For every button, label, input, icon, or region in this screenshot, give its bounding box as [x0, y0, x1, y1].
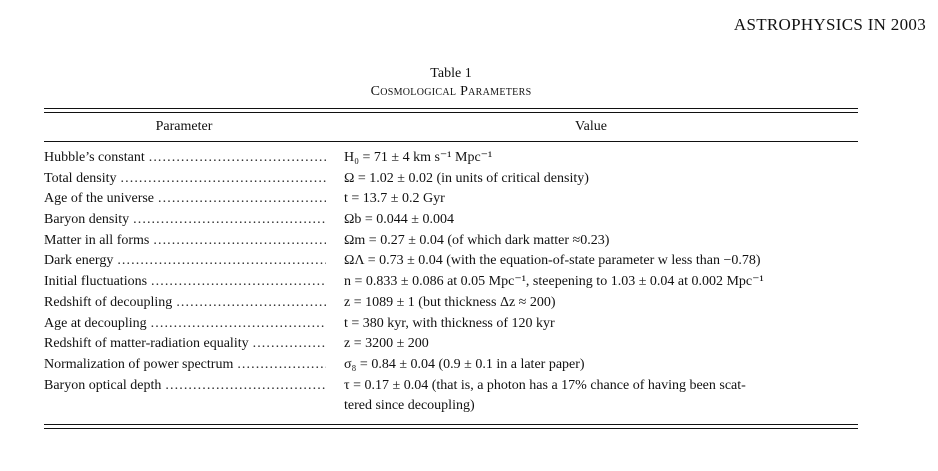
leader-dots: [121, 169, 326, 190]
parameter-cell: Hubble’s constant: [44, 150, 145, 165]
table-header: [44, 113, 858, 141]
value-cell: z = 1089 ± 1 (but thickness Δz ≈ 200): [344, 294, 556, 310]
table-row: [44, 231, 858, 252]
leader-dots: [151, 314, 326, 335]
table-row: [44, 169, 858, 190]
parameter-cell: Age at decoupling: [44, 315, 147, 331]
header-value: Value: [575, 119, 607, 134]
header-parameter: Parameter: [155, 119, 213, 134]
table-row: [44, 314, 858, 335]
parameter-cell: Dark energy: [44, 253, 114, 269]
table-row: [44, 148, 858, 169]
leader-dots: [237, 355, 326, 376]
parameter-cell: Total density: [44, 170, 117, 186]
leader-dots: [165, 376, 326, 416]
value-cell: Ωm = 0.27 ± 0.04 (of which dark matter ≈0.23): [344, 232, 610, 248]
leader-dots: [153, 231, 326, 252]
value-cell: t = 13.7 ± 0.2 Gyr: [344, 191, 445, 207]
leader-dots: [158, 189, 326, 210]
table-row: [44, 210, 858, 231]
leader-dots: [117, 251, 326, 272]
value-cell: σ₈ = 0.84 ± 0.04 (0.9 ± 0.1 in a later paper): [344, 356, 585, 372]
table-row: [44, 355, 858, 376]
parameter-cell: Normalization of power spectrum: [44, 356, 234, 372]
parameter-cell: Age of the universe: [44, 191, 155, 207]
value-cell: t = 380 kyr, with thickness of 120 kyr: [344, 315, 555, 331]
table-row: [44, 334, 858, 355]
running-head: ASTROPHYSICS IN 2003: [733, 15, 926, 34]
value-cell: z = 3200 ± 200: [344, 336, 429, 352]
table-block: [44, 66, 858, 429]
leader-dots: [176, 293, 326, 314]
parameter-cell: Initial fluctuations: [44, 274, 148, 290]
parameter-cell: Baryon optical depth: [44, 377, 162, 393]
bottom-rule: [44, 424, 858, 429]
value-cell: ΩΛ = 0.73 ± 0.04 (with the equation-of-state parameter w less than −0.78): [344, 253, 761, 269]
parameter-cell: Baryon density: [44, 212, 130, 228]
table-row: [44, 189, 858, 210]
leader-dots: [149, 148, 326, 169]
table-row: [44, 293, 858, 314]
table-row: [44, 251, 858, 272]
table-body: [44, 142, 858, 422]
table-title: Cosmological Parameters: [370, 84, 532, 99]
parameter-cell: Redshift of decoupling: [44, 294, 173, 310]
leader-dots: [151, 272, 326, 293]
table-number: Table 1: [430, 66, 472, 81]
value-cell: τ = 0.17 ± 0.04 (that is, a photon has a 17% chance of having been scat- tered since decoupling): [344, 377, 746, 413]
table-row: [44, 272, 858, 293]
leader-dots: [133, 210, 326, 231]
parameter-cell: Redshift of matter-radiation equality: [44, 336, 249, 352]
value-cell: n = 0.833 ± 0.086 at 0.05 Mpc⁻¹, steepening to 1.03 ± 0.04 at 0.002 Mpc⁻¹: [344, 274, 764, 290]
parameter-cell: Matter in all forms: [44, 232, 150, 248]
value-cell: Ω = 1.02 ± 0.02 (in units of critical density): [344, 170, 589, 186]
leader-dots: [253, 334, 326, 355]
value-cell: Ωb = 0.044 ± 0.004: [344, 212, 454, 228]
value-cell: H₀ = 71 ± 4 km s⁻¹ Mpc⁻¹: [344, 150, 493, 165]
table-row: [44, 376, 858, 416]
